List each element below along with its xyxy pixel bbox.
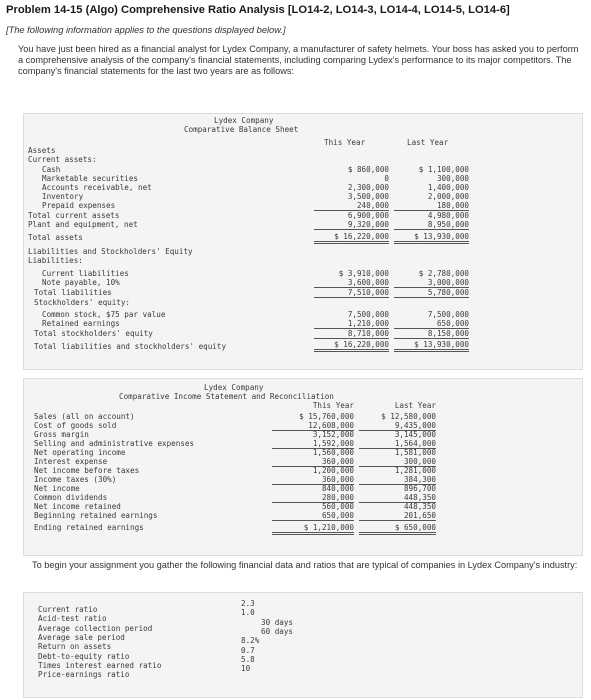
bs-total-lse-label: Total liabilities and stockholders' equity [34,342,227,351]
is-row-this: 560,000 [321,502,354,511]
industry-row-label: Acid-test ratio [38,614,107,624]
bs-total-lse-this: $ 16,220,000 [314,340,389,352]
problem-intro: You have just been hired as a financial analyst for Lydex Company, a manufacturer of safety helmets. Your boss has asked you to perform a comprehensive analysis of the company's financial statements, including comparing Lydex's performance to its major competitors. The company's financial statements for the last two years are as follows: [18,44,579,76]
bs-current-liab-this: $ 3,910,000 [338,269,389,278]
industry-row-label: Debt-to-equity ratio [38,651,130,661]
is-row-this: 12,608,000 [272,421,354,431]
is-row-this: 1,592,000 [272,439,354,449]
bs-row-last: 300,000 [436,174,469,183]
is-row-label: Net operating income [34,448,126,457]
industry-row-value: 1.0 [241,608,255,618]
is-row-last: 3,145,000 [394,430,436,439]
industry-row-label: Average sale period [38,632,125,642]
is-row-this: $ 1,210,000 [272,523,354,535]
is-row-last: 201,650 [359,511,436,521]
is-row-label: Net income before taxes [34,466,140,475]
is-row-label: Net income retained [34,502,121,511]
bs-common-this: 7,500,000 [347,310,389,319]
is-row-this: 360,000 [272,475,354,485]
industry-row-label: Current ratio [38,605,98,614]
is-row-this: 3,152,000 [312,430,354,439]
balance-sheet-panel [23,113,583,370]
is-row-last: 384,300 [359,475,436,485]
is-col-last: Last Year [394,401,436,410]
industry-row-value: 2.3 [241,599,255,608]
bs-se-heading: Stockholders' equity: [34,298,131,307]
industry-row-label: Average collection period [38,623,153,633]
industry-intro: To begin your assignment you gather the following financial data and ratios that are typical of companies in Lydex Company's industry: [32,560,578,570]
problem-subtitle: [The following information applies to the questions displayed below.] [6,25,286,35]
bs-total-liab-label: Total liabilities [34,288,112,297]
is-row-label: Sales (all on account) [34,412,135,421]
bs-row-last: 2,000,000 [427,192,469,201]
bs-row-this: 2,300,000 [347,183,389,192]
bs-total-se-this: 8,710,000 [314,329,389,339]
bs-total-ca-last: 4,980,000 [427,211,469,220]
is-row-this: 280,000 [272,493,354,503]
is-row-last: 448,350 [359,493,436,503]
bs-title: Comparative Balance Sheet [184,125,299,134]
bs-ppe-label: Plant and equipment, net [28,220,138,229]
industry-row-label: Price-earnings ratio [38,670,130,680]
is-title: Comparative Income Statement and Reconciliation [119,392,334,401]
is-row-this: 360,000 [272,457,354,467]
bs-row-last: $ 1,100,000 [418,165,469,174]
bs-total-assets-this: $ 16,220,000 [314,232,389,244]
industry-row-value: 30 days [261,617,294,627]
is-row-last: 1,281,000 [394,466,436,475]
bs-total-liab-last: 5,780,000 [394,288,469,298]
industry-ratios-panel [23,592,583,698]
bs-note-payable-last: 3,000,000 [394,278,469,288]
bs-row-label: Prepaid expenses [42,201,116,210]
is-col-this: This Year [312,401,354,410]
bs-row-label: Inventory [42,192,84,201]
bs-current-liab-last: $ 2,780,000 [418,269,469,278]
is-row-last: 300,000 [359,457,436,467]
bs-total-se-last: 8,150,000 [394,329,469,339]
bs-total-assets-last: $ 13,930,000 [394,232,469,244]
bs-row-this: 240,000 [314,201,389,211]
industry-row-label: Times interest earned ratio [38,660,162,670]
is-row-last: 448,350 [403,502,436,511]
bs-row-this: 0 [384,174,389,183]
bs-ppe-last: 8,950,000 [394,220,469,230]
is-row-this: $ 15,760,000 [299,412,354,421]
industry-row-label: Return on assets [38,642,112,652]
is-row-last: $ 650,000 [359,523,436,535]
bs-liabilities-heading: Liabilities: [28,256,83,265]
bs-row-label: Marketable securities [42,174,139,183]
industry-row-value: 8.2% [241,636,260,646]
problem-title: Problem 14-15 (Algo) Comprehensive Ratio Analysis [LO14-2, LO14-3, LO14-4, LO14-5, LO14-6] [6,4,510,16]
bs-assets-heading: Assets [28,146,56,155]
is-row-this: 650,000 [272,511,354,521]
bs-row-last: 180,000 [394,201,469,211]
bs-note-payable-label: Note payable, 10% [42,278,120,287]
bs-col-last: Last Year [407,138,449,147]
bs-total-ca-this: 6,900,000 [347,211,389,220]
bs-common-label: Common stock, $75 par value [42,310,166,319]
bs-total-ca-label: Total current assets [28,211,120,220]
is-row-label: Ending retained earnings [34,523,144,532]
bs-current-liab-label: Current liabilities [42,269,129,278]
bs-total-lse-last: $ 13,930,000 [394,340,469,352]
bs-retained-label: Retained earnings [42,319,120,328]
income-statement-panel [23,378,583,556]
bs-row-this: $ 860,000 [347,165,389,174]
is-row-last: 896,700 [403,484,436,493]
bs-total-se-label: Total stockholders' equity [34,329,153,338]
is-row-last: 1,581,000 [394,448,436,457]
industry-row-value: 0.7 [241,645,255,655]
bs-retained-last: 650,000 [394,319,469,329]
bs-ppe-this: 9,320,000 [314,220,389,230]
bs-row-this: 3,500,000 [347,192,389,201]
is-row-label: Gross margin [34,430,89,439]
bs-total-liab-this: 7,510,000 [314,288,389,298]
is-row-last: 1,564,000 [359,439,436,449]
is-row-this: 1,560,000 [312,448,354,457]
bs-row-last: 1,400,000 [427,183,469,192]
bs-total-assets-label: Total assets [28,233,83,242]
bs-company: Lydex Company [214,116,274,125]
is-row-label: Net income [34,484,80,493]
bs-note-payable-this: 3,600,000 [314,278,389,288]
bs-col-this: This Year [324,138,366,147]
is-row-label: Cost of goods sold [34,421,117,430]
bs-liab-equity-heading: Liabilities and Stockholders' Equity [28,247,193,256]
industry-row-value: 10 [241,664,251,674]
is-row-this: 840,000 [321,484,354,493]
is-row-last: 9,435,000 [359,421,436,431]
is-row-label: Selling and administrative expenses [34,439,195,448]
is-row-label: Interest expense [34,457,108,466]
is-row-label: Beginning retained earnings [34,511,158,520]
industry-row-value: 5.8 [241,654,255,664]
bs-common-last: 7,500,000 [427,310,469,319]
bs-row-label: Accounts receivable, net [42,183,152,192]
bs-retained-this: 1,210,000 [314,319,389,329]
is-row-label: Income taxes (30%) [34,475,117,484]
bs-row-label: Cash [42,165,61,174]
is-row-label: Common dividends [34,493,108,502]
bs-current-assets-heading: Current assets: [28,155,97,164]
industry-row-value: 60 days [261,626,294,636]
is-row-this: 1,200,000 [312,466,354,475]
is-company: Lydex Company [204,383,264,392]
is-row-last: $ 12,580,000 [381,412,436,421]
